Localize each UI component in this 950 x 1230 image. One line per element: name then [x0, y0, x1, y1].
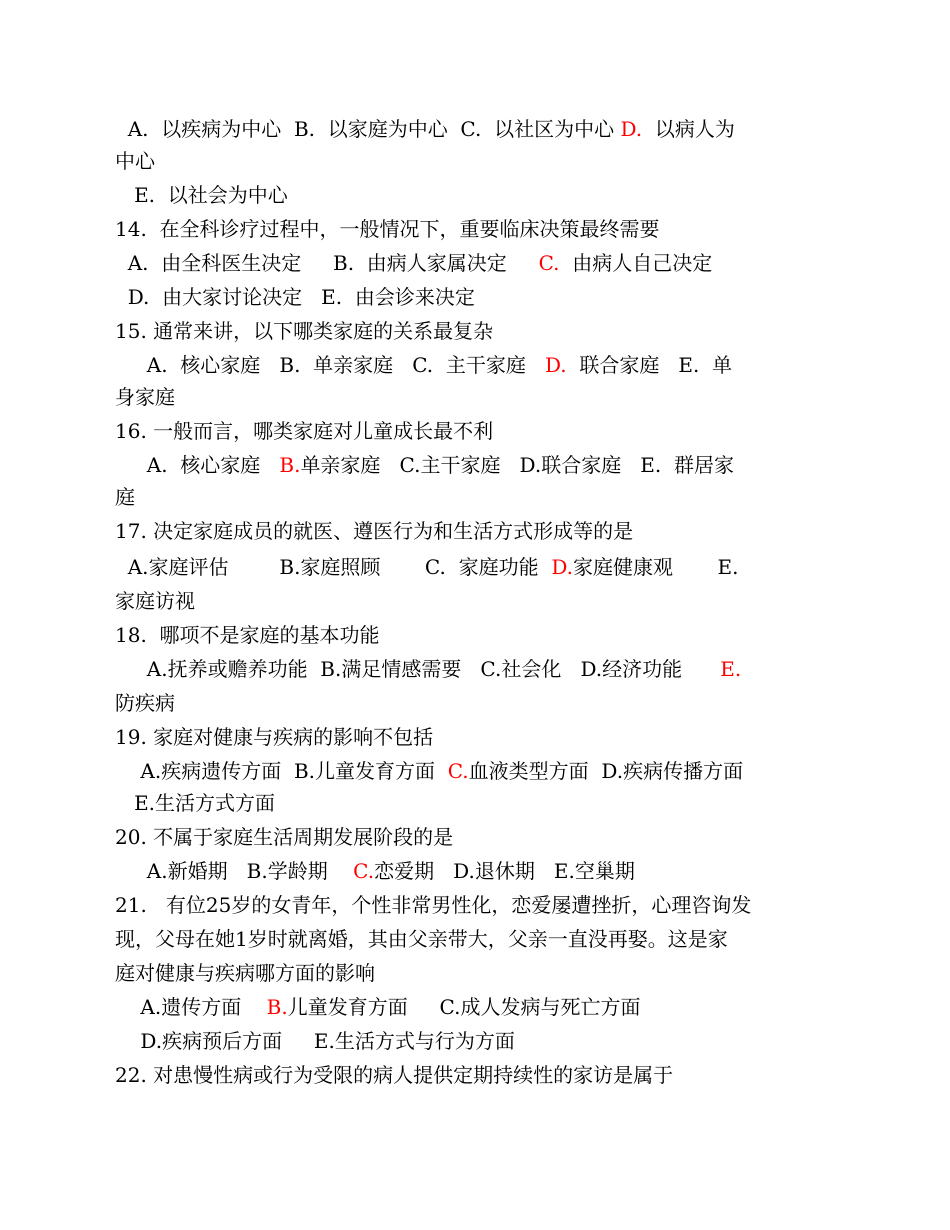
text-span: 庭 — [115, 485, 135, 509]
text-line — [115, 856, 635, 886]
text-span: 庭对健康与疾病哪方面的影响 — [115, 961, 375, 985]
text-line — [115, 1026, 515, 1056]
text-line — [115, 586, 195, 616]
text-line — [115, 248, 712, 278]
text-span: 家庭访视 — [115, 589, 195, 613]
text-line — [115, 992, 640, 1022]
text-span: 21. 有位25岁的女青年，个性非常男性化，恋爱屡遭挫折，心理咨询发 — [115, 893, 752, 917]
text-line — [115, 722, 433, 752]
text-span: E. 以社会为中心 — [115, 183, 288, 207]
text-span: 18. 哪项不是家庭的基本功能 — [115, 623, 380, 647]
answer-marker: D. — [551, 555, 573, 579]
answer-marker: D. — [620, 117, 643, 141]
text-span: 17. 决定家庭成员的就医、遵医行为和生活方式形成等的是 — [115, 519, 634, 543]
text-span: 恋爱期 D.退休期 E.空巢期 — [374, 859, 635, 883]
answer-marker: D. — [544, 353, 567, 377]
text-span: 16. 一般而言，哪类家庭对儿童成长最不利 — [115, 419, 494, 443]
text-span: 15. 通常来讲，以下哪类家庭的关系最复杂 — [115, 319, 494, 343]
answer-marker: B. — [266, 995, 288, 1019]
text-span: D.疾病预后方面 E.生活方式与行为方面 — [115, 1029, 515, 1053]
text-span: 联合家庭 E. 单 — [566, 353, 733, 377]
text-span: 家庭健康观 E. — [573, 555, 739, 579]
text-span: 身家庭 — [115, 385, 175, 409]
text-span: 防疾病 — [115, 691, 175, 715]
answer-marker: C. — [353, 859, 375, 883]
text-line — [115, 788, 275, 818]
text-span: 血液类型方面 D.疾病传播方面 — [468, 759, 744, 783]
text-line — [115, 620, 380, 650]
text-span: 20. 不属于家庭生活周期发展阶段的是 — [115, 825, 454, 849]
text-span: 单亲家庭 C.主干家庭 D.联合家庭 E. 群居家 — [300, 453, 734, 477]
text-span: A.疾病遗传方面 B.儿童发育方面 — [115, 759, 448, 783]
text-span: D. 由大家讨论决定 E. 由会诊来决定 — [115, 285, 475, 309]
text-line — [115, 282, 475, 312]
text-span: A.抚养或赡养功能 B.满足情感需要 C.社会化 D.经济功能 — [115, 657, 721, 681]
text-line — [115, 1060, 673, 1090]
text-line — [115, 822, 453, 852]
text-span: A. 由全科医生决定 B. 由病人家属决定 — [115, 251, 539, 275]
text-line — [115, 350, 732, 380]
text-span: 由病人自己决定 — [559, 251, 713, 275]
text-span: 14. 在全科诊疗过程中，一般情况下，重要临床决策最终需要 — [115, 217, 660, 241]
text-span: A. 核心家庭 B. 单亲家庭 C. 主干家庭 — [115, 353, 545, 377]
text-line — [115, 924, 728, 954]
text-span: 以病人为 — [642, 117, 735, 141]
text-span: 中心 — [115, 149, 155, 173]
text-span: A. 核心家庭 — [115, 453, 280, 477]
text-line — [115, 114, 735, 144]
text-span: 现，父母在她1岁时就离婚，其由父亲带大，父亲一直没再娶。这是家 — [115, 927, 728, 951]
text-line — [115, 146, 155, 176]
text-line — [115, 654, 741, 684]
text-line — [115, 382, 175, 412]
text-line — [115, 688, 175, 718]
answer-marker: C. — [447, 759, 469, 783]
text-line — [115, 552, 738, 582]
text-line — [115, 516, 633, 546]
text-line — [115, 180, 288, 210]
text-span: 22. 对患慢性病或行为受限的病人提供定期持续性的家访是属于 — [115, 1063, 674, 1087]
text-span: A. 以疾病为中心 B. 以家庭为中心 C. 以社区为中心 — [115, 117, 621, 141]
text-line — [115, 416, 493, 446]
text-span: 儿童发育方面 C.成人发病与死亡方面 — [287, 995, 641, 1019]
text-line — [115, 450, 734, 480]
text-line — [115, 890, 751, 920]
text-line — [115, 316, 493, 346]
answer-marker: C. — [538, 251, 560, 275]
answer-marker: B. — [279, 453, 301, 477]
text-line — [115, 214, 660, 244]
text-span: A.家庭评估 B.家庭照顾 C. 家庭功能 — [115, 555, 552, 579]
text-span: 19. 家庭对健康与疾病的影响不包括 — [115, 725, 434, 749]
text-span: A.新婚期 B.学龄期 — [115, 859, 354, 883]
answer-marker: E. — [720, 657, 742, 681]
text-line — [115, 482, 135, 512]
text-span: A.遗传方面 — [115, 995, 267, 1019]
text-line — [115, 756, 743, 786]
text-span: E.生活方式方面 — [115, 791, 276, 815]
text-line — [115, 958, 375, 988]
